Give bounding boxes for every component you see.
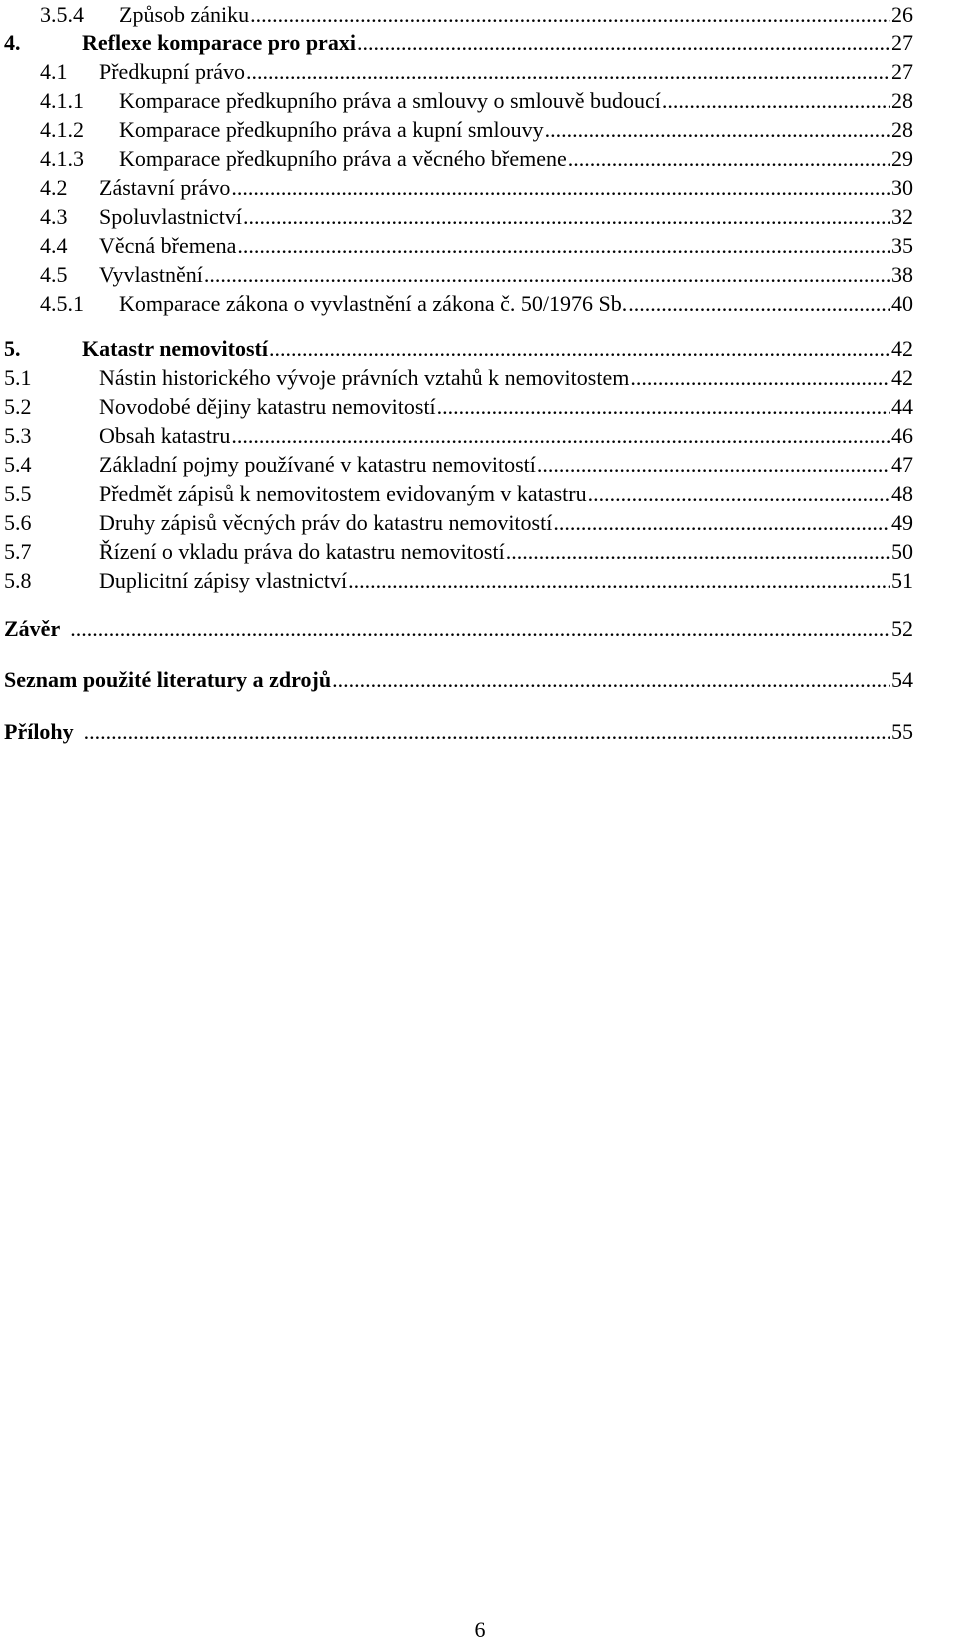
toc-entry-page: 42 xyxy=(891,336,913,361)
toc-entry-title: Reflexe komparace pro praxi xyxy=(82,30,356,55)
toc-entry[interactable] xyxy=(0,173,960,203)
toc-chapter-entry[interactable] xyxy=(0,717,960,747)
toc-entry-number: 4.5 xyxy=(40,262,68,287)
toc-entry-title: Přílohy xyxy=(4,719,74,744)
toc-chapter-entry[interactable] xyxy=(0,28,960,58)
toc-entry[interactable] xyxy=(0,86,960,116)
toc-entry[interactable] xyxy=(0,421,960,451)
toc-entry-number: 4.1 xyxy=(40,59,68,84)
toc-entry-page: 50 xyxy=(891,539,913,564)
toc-entry-title: Druhy zápisů věcných práv do katastru nemovitostí xyxy=(99,510,553,535)
toc-chapter-entry[interactable] xyxy=(0,614,960,644)
toc-entry-title: Komparace předkupního práva a smlouvy o smlouvě budoucí xyxy=(119,88,661,113)
toc-entry-number: 4.1.3 xyxy=(40,146,84,171)
dot-leader xyxy=(332,665,890,695)
dot-leader xyxy=(588,479,890,509)
toc-entry-title: Závěr xyxy=(4,616,61,641)
dot-leader xyxy=(630,363,890,393)
toc-chapter-entry[interactable] xyxy=(0,334,960,364)
toc-entry[interactable] xyxy=(0,115,960,145)
dot-leader xyxy=(246,57,890,87)
toc-entry-title: Seznam použité literatury a zdrojů xyxy=(4,667,332,692)
toc-entry-title: Novodobé dějiny katastru nemovitostí xyxy=(99,394,436,419)
toc-entry-title: Vyvlastnění xyxy=(99,262,203,287)
toc-entry-number: 5.6 xyxy=(4,510,32,535)
dot-leader xyxy=(237,231,890,261)
dot-leader xyxy=(537,450,890,480)
dot-leader xyxy=(231,421,890,451)
toc-entry-page: 30 xyxy=(891,175,913,200)
toc-entry[interactable] xyxy=(0,479,960,509)
toc-entry-page: 40 xyxy=(891,291,913,316)
toc-entry-page: 28 xyxy=(891,117,913,142)
toc-entry-title: Obsah katastru xyxy=(99,423,231,448)
toc-entry-page: 29 xyxy=(891,146,913,171)
toc-entry[interactable] xyxy=(0,508,960,538)
toc-entry[interactable] xyxy=(0,57,960,87)
toc-entry[interactable] xyxy=(0,202,960,232)
toc-entry[interactable] xyxy=(0,289,960,319)
toc-entry-number: 5. xyxy=(4,336,21,361)
toc-entry-title: Komparace předkupního práva a věcného břemene xyxy=(119,146,567,171)
toc-entry-number: 4.4 xyxy=(40,233,68,258)
toc-entry-page: 48 xyxy=(891,481,913,506)
dot-leader xyxy=(506,537,890,567)
toc-entry-title: Věcná břemena xyxy=(99,233,237,258)
toc-entry-number: 5.7 xyxy=(4,539,32,564)
toc-entry-page: 49 xyxy=(891,510,913,535)
toc-entry-title: Zástavní právo xyxy=(99,175,231,200)
toc-entry-number: 4.5.1 xyxy=(40,291,84,316)
toc-entry-title: Duplicitní zápisy vlastnictví xyxy=(99,568,348,593)
dot-leader xyxy=(568,144,890,174)
toc-entry[interactable] xyxy=(0,0,960,30)
dot-leader xyxy=(70,614,890,644)
dot-leader xyxy=(545,115,890,145)
toc-entry-title: Komparace předkupního práva a kupní smlouvy xyxy=(119,117,544,142)
toc-entry-page: 51 xyxy=(891,568,913,593)
toc-entry[interactable] xyxy=(0,363,960,393)
toc-entry[interactable] xyxy=(0,537,960,567)
toc-entry-page: 27 xyxy=(891,59,913,84)
toc-entry-page: 52 xyxy=(891,616,913,641)
toc-entry-title: Spoluvlastnictví xyxy=(99,204,242,229)
page-number: 6 xyxy=(474,1617,486,1642)
toc-entry-page: 42 xyxy=(891,365,913,390)
dot-leader xyxy=(437,392,890,422)
toc-entry-page: 32 xyxy=(891,204,913,229)
toc-entry-number: 5.1 xyxy=(4,365,32,390)
toc-entry-page: 47 xyxy=(891,452,913,477)
dot-leader xyxy=(243,202,890,232)
dot-leader xyxy=(348,566,890,596)
toc-entry-number: 5.2 xyxy=(4,394,32,419)
toc-entry-page: 35 xyxy=(891,233,913,258)
toc-entry-title: Základní pojmy používané v katastru nemovitostí xyxy=(99,452,536,477)
toc-entry-page: 26 xyxy=(891,2,913,27)
toc-entry-number: 4.2 xyxy=(40,175,68,200)
dot-leader xyxy=(662,86,890,116)
toc-entry-page: 27 xyxy=(891,30,913,55)
toc-entry-page: 44 xyxy=(891,394,913,419)
toc-entry-title: Nástin historického vývoje právních vztahů k nemovitostem xyxy=(99,365,630,390)
toc-entry-title: Způsob zániku xyxy=(119,2,250,27)
dot-leader xyxy=(628,289,890,319)
toc-entry-number: 4.1.1 xyxy=(40,88,84,113)
toc-entry-number: 5.8 xyxy=(4,568,32,593)
toc-entry[interactable] xyxy=(0,392,960,422)
toc-entry[interactable] xyxy=(0,231,960,261)
dot-leader xyxy=(84,717,890,747)
toc-entry[interactable] xyxy=(0,566,960,596)
toc-entry-title: Řízení o vkladu práva do katastru nemovitostí xyxy=(99,539,505,564)
toc-entry[interactable] xyxy=(0,260,960,290)
toc-entry-page: 28 xyxy=(891,88,913,113)
toc-entry[interactable] xyxy=(0,144,960,174)
toc-entry-page: 38 xyxy=(891,262,913,287)
toc-entry-title: Předkupní právo xyxy=(99,59,246,84)
toc-entry-title: Katastr nemovitostí xyxy=(82,336,268,361)
toc-entry-number: 3.5.4 xyxy=(40,2,84,27)
toc-entry-number: 4.1.2 xyxy=(40,117,84,142)
dot-leader xyxy=(269,334,890,364)
toc-entry[interactable] xyxy=(0,450,960,480)
toc-entry-number: 5.5 xyxy=(4,481,32,506)
dot-leader xyxy=(250,0,890,30)
toc-chapter-entry[interactable] xyxy=(0,665,960,695)
toc-entry-page: 54 xyxy=(891,667,913,692)
toc-entry-page: 46 xyxy=(891,423,913,448)
toc-entry-page: 55 xyxy=(891,719,913,744)
toc-entry-number: 5.3 xyxy=(4,423,32,448)
dot-leader xyxy=(553,508,890,538)
toc-entry-title: Předmět zápisů k nemovitostem evidovaným v katastru xyxy=(99,481,587,506)
toc-entry-number: 4.3 xyxy=(40,204,68,229)
dot-leader xyxy=(204,260,890,290)
toc-entry-title: Komparace zákona o vyvlastnění a zákona č. 50/1976 Sb. xyxy=(119,291,628,316)
dot-leader xyxy=(357,28,890,58)
dot-leader xyxy=(231,173,890,203)
toc-entry-number: 4. xyxy=(4,30,21,55)
toc-entry-number: 5.4 xyxy=(4,452,32,477)
